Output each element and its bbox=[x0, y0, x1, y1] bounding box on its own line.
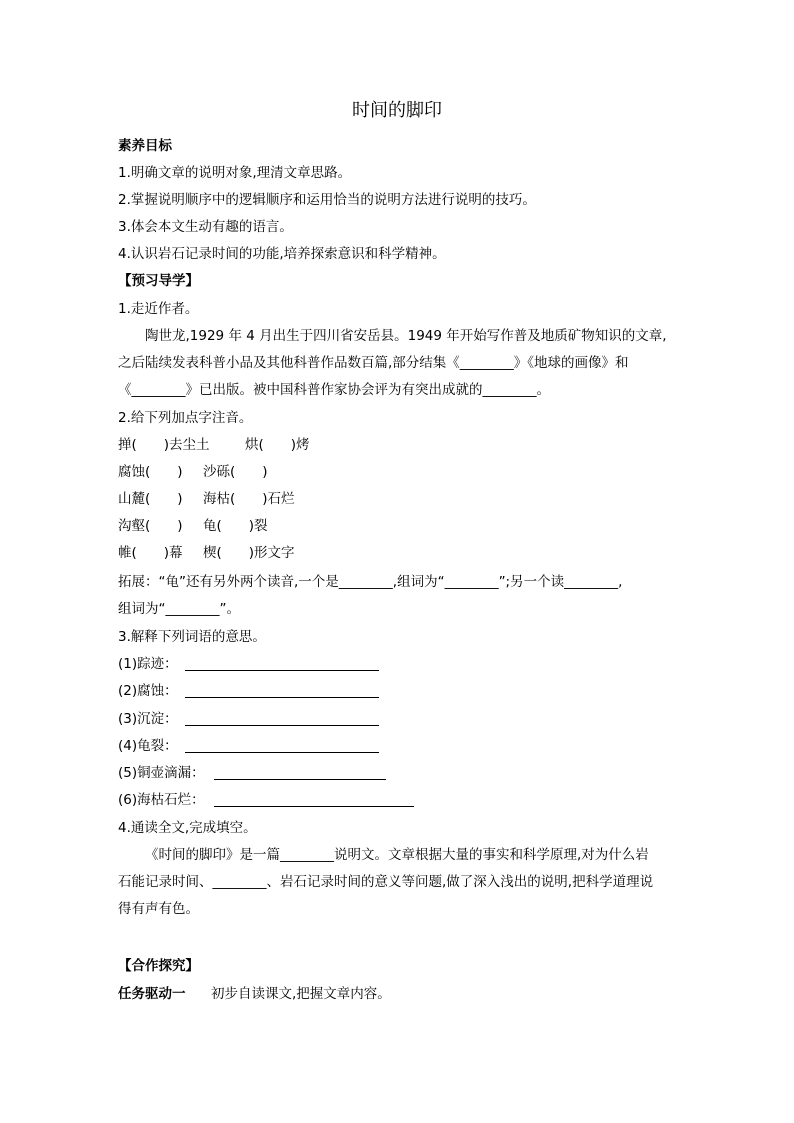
q3-item-4: (4)龟裂： bbox=[118, 738, 178, 754]
q3-item-1: (1)踪迹： bbox=[118, 656, 178, 672]
q2-row-3-a: 山麓( ) bbox=[118, 491, 183, 507]
preview-heading: 【预习导学】 bbox=[118, 273, 199, 289]
q2-row-4-b: 龟( )裂 bbox=[203, 518, 268, 534]
q3-item-6: (6)海枯石烂： bbox=[118, 792, 205, 808]
q2-row-1-a: 掸( )去尘土 bbox=[118, 437, 210, 453]
q3-answer-line-2[interactable] bbox=[185, 697, 379, 698]
task1-text: 初步自读课文,把握文章内容。 bbox=[211, 986, 391, 1002]
goal-2: 2.掌握说明顺序中的逻辑顺序和运用恰当的说明方法进行说明的技巧。 bbox=[118, 192, 536, 208]
q4-paragraph-line-2: 石能记录时间、________、岩石记录时间的意义等问题,做了深入浅出的说明,把科学道理说 bbox=[118, 874, 654, 890]
page-title: 时间的脚印 bbox=[352, 100, 442, 121]
task1-label: 任务驱动一 bbox=[118, 986, 186, 1002]
goal-3: 3.体会本文生动有趣的语言。 bbox=[118, 219, 293, 235]
q2-row-4-a: 沟壑( ) bbox=[118, 518, 183, 534]
q3-answer-line-6[interactable] bbox=[214, 806, 414, 807]
q2-row-5-a: 帷( )幕 bbox=[118, 545, 183, 561]
q2-label: 2.给下列加点字注音。 bbox=[118, 410, 253, 426]
q2-row-2-a: 腐蚀( ) bbox=[118, 464, 183, 480]
q3-answer-line-4[interactable] bbox=[185, 752, 379, 753]
q2-row-5-b: 楔( )形文字 bbox=[203, 545, 295, 561]
q3-answer-line-3[interactable] bbox=[185, 725, 379, 726]
q3-item-5: (5)铜壶滴漏： bbox=[118, 765, 205, 781]
q3-item-3: (3)沉淀： bbox=[118, 711, 178, 727]
goal-1: 1.明确文章的说明对象,理清文章思路。 bbox=[118, 165, 352, 181]
q2-extension-line-1: 拓展：“龟”还有另外两个读音,一个是________,组词为“________”;另一个读________, bbox=[118, 574, 623, 590]
q4-label: 4.通读全文,完成填空。 bbox=[118, 820, 257, 836]
q4-paragraph-line-1: 《时间的脚印》是一篇________说明文。文章根据大量的事实和科学原理,对为什么岩 bbox=[145, 847, 649, 863]
q2-row-2-b: 沙砾( ) bbox=[203, 464, 268, 480]
q3-label: 3.解释下列词语的意思。 bbox=[118, 629, 266, 645]
q3-answer-line-5[interactable] bbox=[214, 779, 386, 780]
literacy-heading: 素养目标 bbox=[118, 138, 172, 154]
q2-extension-line-2: 组词为“________”。 bbox=[118, 601, 240, 617]
q1-paragraph-line-2: 之后陆续发表科普小品及其他科普作品数百篇,部分结集《________》《地球的画像》和 bbox=[118, 355, 629, 371]
q4-paragraph-line-3: 得有声有色。 bbox=[118, 901, 199, 917]
q2-row-1-b: 烘( )烤 bbox=[245, 437, 310, 453]
goal-4: 4.认识岩石记录时间的功能,培养探索意识和科学精神。 bbox=[118, 246, 446, 262]
q1-paragraph-line-3: 《________》已出版。被中国科普作家协会评为有突出成就的________。 bbox=[118, 382, 550, 398]
coop-heading: 【合作探究】 bbox=[118, 958, 199, 974]
q3-answer-line-1[interactable] bbox=[185, 670, 379, 671]
q1-label: 1.走近作者。 bbox=[118, 301, 199, 317]
q3-item-2: (2)腐蚀： bbox=[118, 683, 178, 699]
q2-row-3-b: 海枯( )石烂 bbox=[203, 491, 295, 507]
q1-paragraph-line-1: 陶世龙,1929 年 4 月出生于四川省安岳县。1949 年开始写作普及地质矿物知识的文章, bbox=[145, 328, 667, 344]
